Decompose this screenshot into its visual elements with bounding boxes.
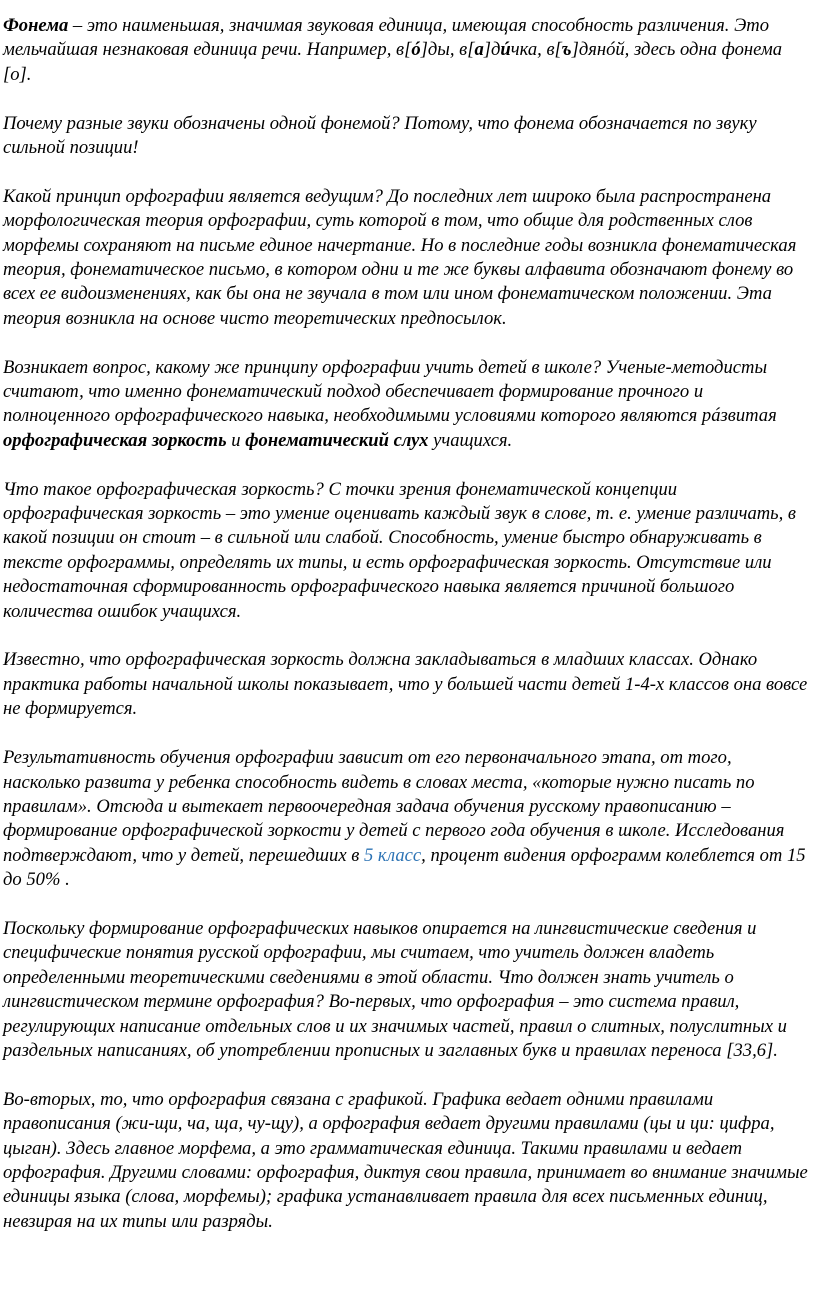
- text-run: Поскольку формирование орфографических навыков опирается на лингвистические сведения и специфические понятия русской орфографии, мы считаем, что учитель должен владеть определенными теоретическими сведениями в этой области. Что должен знать учитель о лингвистическом термине орфография? Во-первых, что орфография – это система правил, регулирующих написание отдельных слов и их значимых частей, правил о слитных, полуслитных и раздельных написаниях, об употреблении прописных и заглавных букв и правилах переноса [33,6].: [3, 917, 787, 1061]
- paragraph: [3, 112, 811, 161]
- paragraph: [3, 1088, 811, 1234]
- text-run: учащихся.: [428, 429, 513, 451]
- text-run: Возникает вопрос, какому же принципу орфографии учить детей в школе? Ученые-методисты считают, что именно фонематический подход обеспечивает формирование прочного и полноценного орфографического навыка, необходимыми условиями которого являются рáзвитая: [3, 356, 777, 427]
- paragraph: [3, 14, 811, 87]
- text-run: чка, в[: [510, 39, 562, 61]
- text-run: Известно, что орфографическая зоркость должна закладываться в младших классах. Однако практика работы начальной школы показывает, что у большей части детей 1-4-х классов она вовсе не формируется.: [3, 649, 808, 720]
- paragraph: [3, 356, 811, 454]
- text-run: Во-вторых, то, что орфография связана с графикой. Графика ведает одними правилами правописания (жи-щи, ча, ща, чу-щу), а орфография ведает другими правилами (цы и ци: цифра, цыган). Здесь главное морфема, а это грамматическая единица. Такими правилами и ведает орфография. Другими словами: орфография, диктуя свои правила, принимает во внимание значимые единицы языка (слова, морфемы); графика устанавливает правила для всех письменных единиц, невзирая на их типы или разряды.: [3, 1088, 808, 1232]
- text-run: Какой принцип орфографии является ведущим? До последних лет широко была распространена морфологическая теория орфографии, суть которой в том, что общие для родственных слов морфемы сохраняют на письме единое начертание. Но в последние годы возникла фонематическая теория, фонематическое письмо, в котором одни и те же буквы алфавита обозначают фонему во всех ее видоизменениях, как бы она не звучала в том или ином фонематическом положении. Эта теория возникла на основе чисто теоретических предпосылок.: [3, 185, 797, 329]
- bold-term: ú: [500, 39, 511, 61]
- text-run: ]ды, в[: [420, 39, 475, 61]
- paragraph: [3, 746, 811, 892]
- bold-term: фонематический слух: [245, 429, 429, 451]
- bold-term: ъ: [561, 39, 572, 61]
- text-run: и: [226, 429, 246, 451]
- bold-term: ó: [411, 39, 421, 61]
- text-run: ]д: [483, 39, 501, 61]
- bold-term: орфографическая зоркость: [3, 429, 227, 451]
- bold-term: Фонема: [3, 15, 69, 36]
- document-body: [3, 14, 811, 1234]
- text-run: , процент видения орфограмм колеблется от 15 до 50% .: [3, 844, 806, 891]
- paragraph: [3, 185, 811, 331]
- paragraph: [3, 648, 811, 721]
- text-run: – это наименьшая, значимая звуковая единица, имеющая способность различения. Это мельчайшая незнаковая единица речи. Например, в[: [3, 15, 769, 61]
- text-run: Результативность обучения орфографии зависит от его первоначального этапа, от того, насколько развита у ребенка способность видеть в словах места, «которые нужно писать по правилам». Отсюда и вытекает первоочередная задача обучения русскому правописанию – формирование орфографической зоркости у детей с первого года обучения в школе. Исследования подтверждают, что у детей, перешедших в: [3, 747, 785, 866]
- text-run: ]дянóй, здесь одна фонема [о].: [3, 39, 783, 85]
- bold-term: a: [474, 39, 484, 61]
- text-run: Почему разные звуки обозначены одной фонемой? Потому, что фонема обозначается по звуку сильной позиции!: [3, 112, 757, 159]
- inline-link[interactable]: 5 класс: [363, 844, 422, 866]
- paragraph: [3, 917, 811, 1063]
- paragraph: [3, 478, 811, 624]
- text-run: Что такое орфографическая зоркость? С точки зрения фонематической концепции орфографическая зоркость – это умение оценивать каждый звук в слове, т. е. умение различать, в какой позиции он стоит – в сильной или слабой. Способность, умение быстро обнаруживать в тексте орфограммы, определять их типы, и есть орфографическая зоркость. Отсутствие или недостаточная сформированность орфографического навыка является причиной большого количества ошибок учащихся.: [3, 478, 797, 622]
